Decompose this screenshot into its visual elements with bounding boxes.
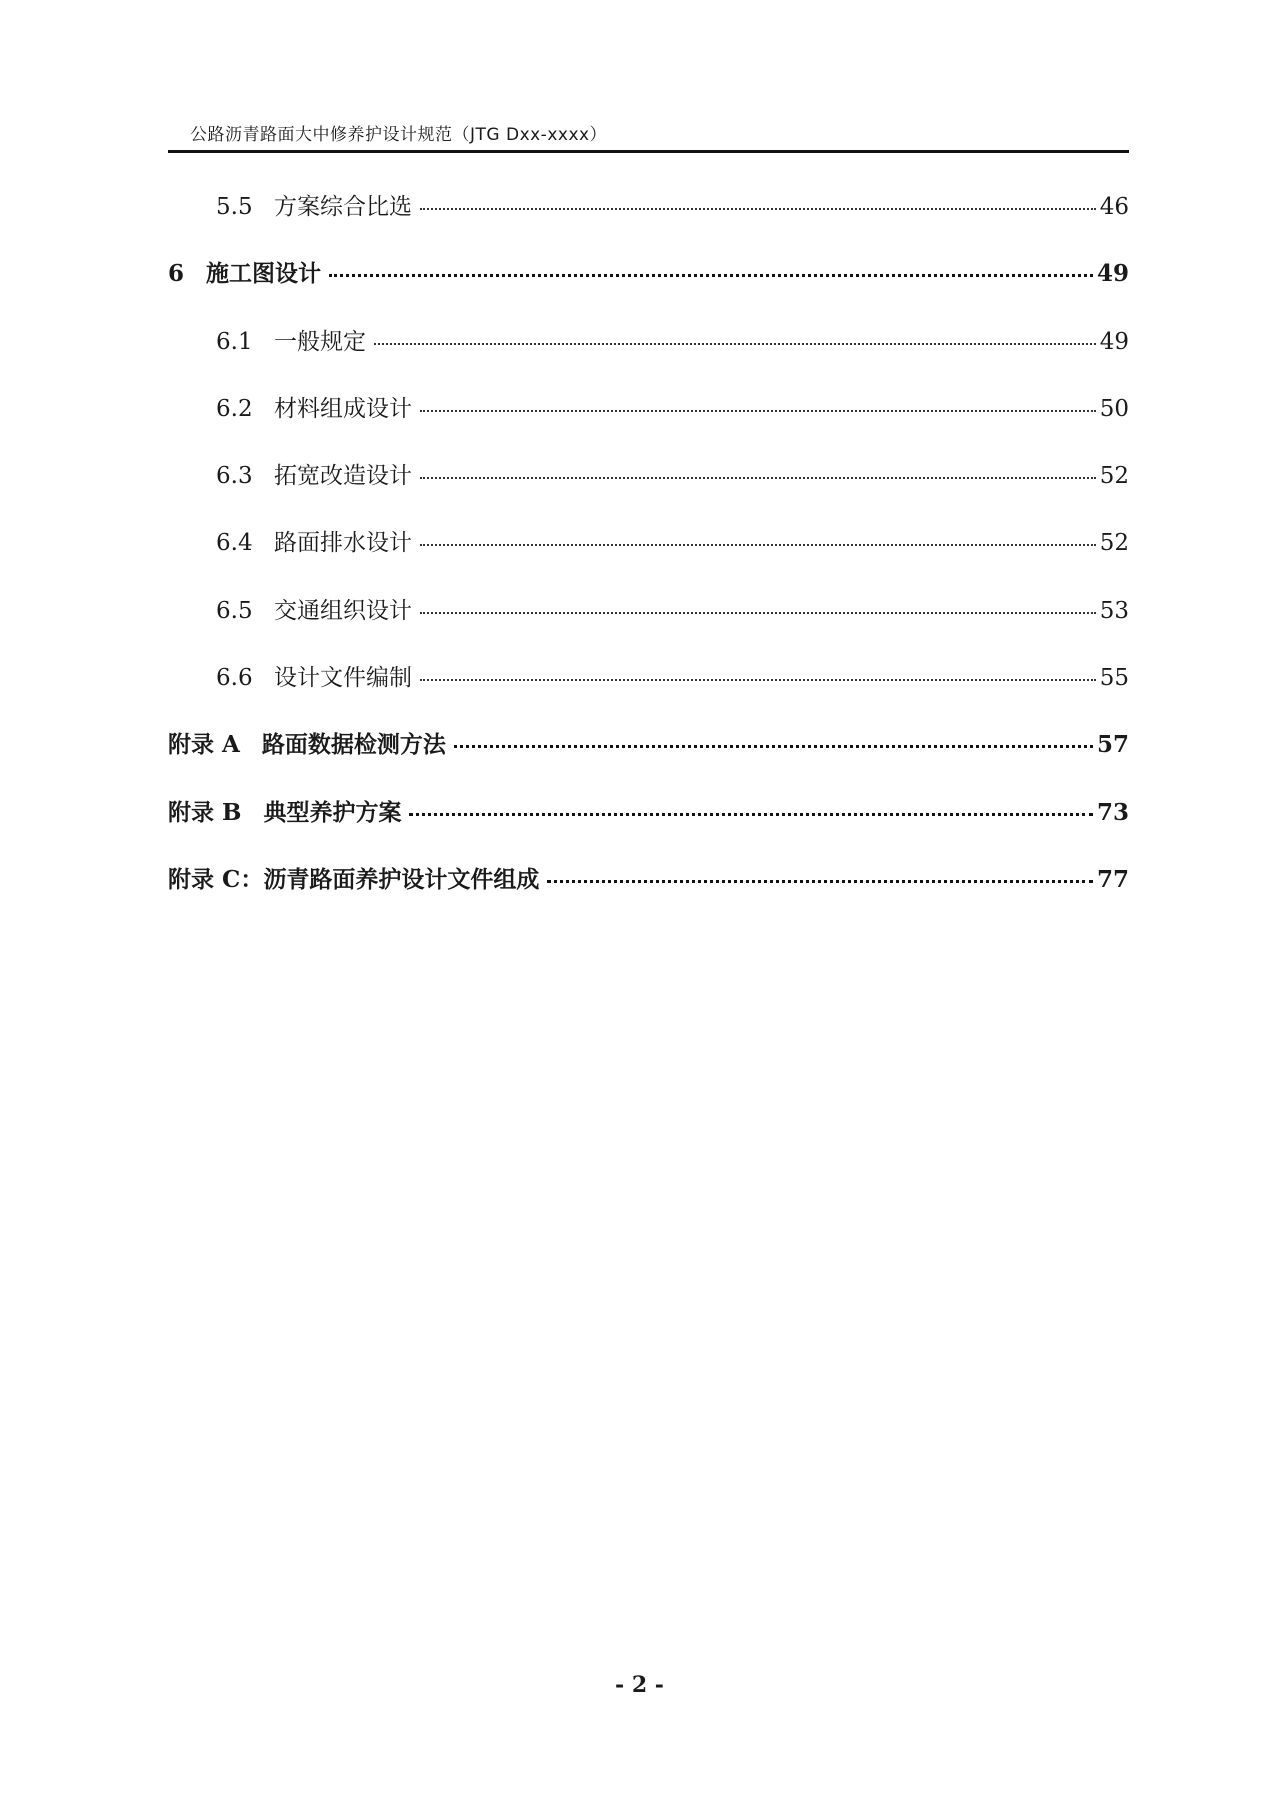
toc-entry[interactable] [168, 659, 1129, 726]
toc-entry-number: 5.5 [216, 194, 253, 220]
toc-entry[interactable] [168, 861, 1129, 928]
toc-entry-page: 49 [1096, 260, 1129, 288]
toc-entry[interactable] [168, 726, 1129, 793]
toc-entry[interactable] [168, 592, 1129, 659]
toc-entry-number: 6.1 [216, 328, 253, 355]
toc-dot-leader [329, 274, 1093, 277]
toc-entry-page: 77 [1096, 865, 1129, 893]
toc-entry-page: 46 [1099, 194, 1129, 220]
toc-entry-number: 附录 B [168, 798, 242, 826]
toc-dot-leader [420, 679, 1096, 681]
toc-entry-number: 附录 A [168, 731, 240, 759]
toc-entry-page: 50 [1099, 395, 1129, 422]
toc-dot-leader [420, 410, 1096, 412]
toc-dot-leader [374, 343, 1096, 345]
toc-entry-page: 52 [1099, 463, 1129, 490]
toc-dot-leader [420, 544, 1096, 546]
toc-dot-leader [420, 208, 1096, 210]
toc-entry[interactable] [168, 524, 1129, 591]
table-of-contents [168, 188, 1129, 928]
toc-dot-leader [409, 813, 1093, 816]
toc-entry-page: 49 [1099, 328, 1129, 355]
toc-entry[interactable] [168, 188, 1129, 255]
toc-dot-leader [420, 612, 1096, 614]
toc-entry-page: 52 [1099, 530, 1129, 557]
toc-entry[interactable] [168, 323, 1129, 390]
toc-entry-page: 55 [1099, 665, 1129, 692]
toc-entry[interactable] [168, 457, 1129, 524]
toc-entry-title: 材料组成设计 [274, 395, 412, 422]
toc-entry-title: 拓宽改造设计 [274, 463, 412, 490]
toc-entry-title: 一般规定 [274, 328, 366, 355]
toc-entry-number: 6.2 [216, 395, 253, 422]
toc-entry-number: 6.3 [216, 463, 253, 490]
toc-entry[interactable] [168, 255, 1129, 322]
running-header: 公路沥青路面大中修养护设计规范（JTG Dxx-xxxx） [190, 125, 608, 145]
toc-entry[interactable] [168, 794, 1129, 861]
toc-entry-number: 6.5 [216, 597, 253, 624]
toc-entry-page: 57 [1096, 731, 1129, 759]
toc-entry-number: 6.4 [216, 530, 253, 557]
toc-entry-title: 路面数据检测方法 [261, 731, 446, 759]
header-rule [168, 150, 1129, 153]
toc-entry-number: 6 [168, 260, 185, 288]
toc-entry-title: 附录 C：沥青路面养护设计文件组成 [168, 865, 540, 893]
toc-dot-leader [547, 880, 1093, 883]
toc-entry-title: 交通组织设计 [274, 597, 412, 624]
toc-entry-title: 典型养护方案 [263, 798, 402, 826]
toc-dot-leader [420, 477, 1096, 479]
toc-entry-page: 73 [1096, 798, 1129, 826]
toc-entry-title: 设计文件编制 [274, 665, 412, 692]
toc-entry-title: 方案综合比选 [274, 194, 412, 220]
toc-entry-title: 路面排水设计 [274, 530, 412, 557]
toc-entry-title: 施工图设计 [206, 260, 322, 288]
toc-entry[interactable] [168, 390, 1129, 457]
page-number: - 2 - [615, 1672, 664, 1698]
toc-dot-leader [454, 745, 1093, 748]
toc-entry-page: 53 [1099, 597, 1129, 624]
toc-entry-number: 6.6 [216, 665, 253, 692]
